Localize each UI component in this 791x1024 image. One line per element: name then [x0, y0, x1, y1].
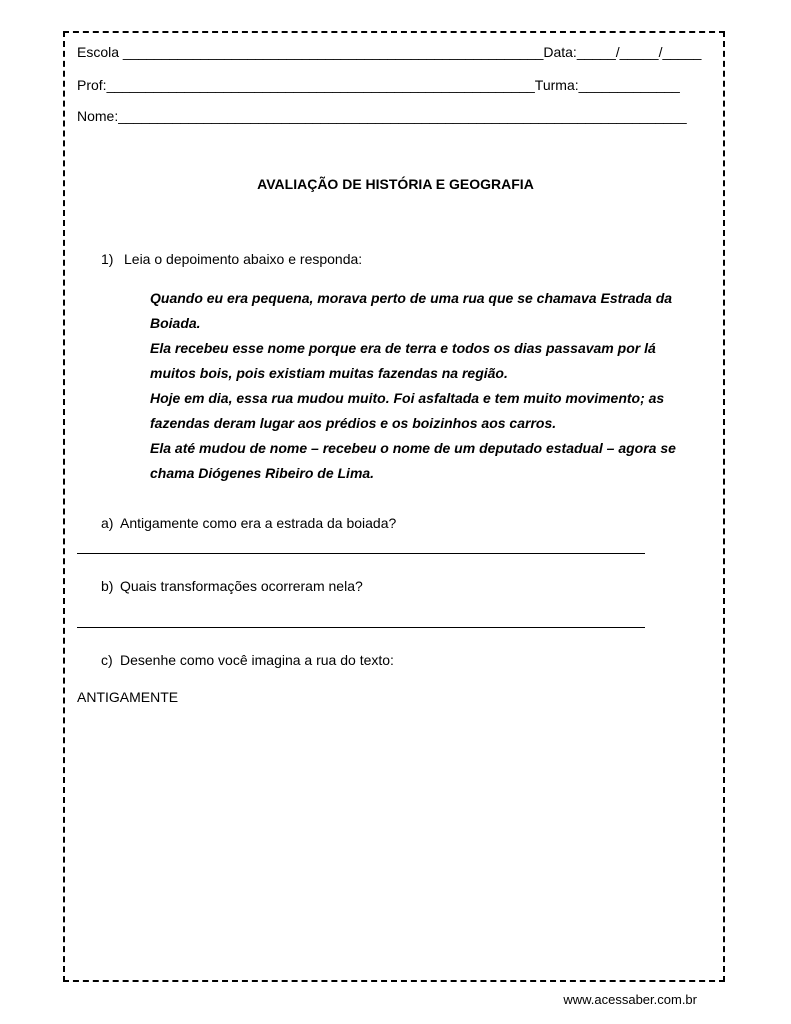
testimony-block	[117, 286, 687, 486]
testimony-paragraph: Hoje em dia, essa rua mudou muito. Foi asfaltada e tem muito movimento; as fazendas deram lugar aos prédios e os boizinhos aos carros.	[150, 390, 665, 431]
item-b-label: b)	[101, 578, 114, 594]
item-b-text: Quais transformações ocorreram nela?	[120, 578, 363, 594]
drawing-area[interactable]	[77, 712, 707, 967]
testimony-paragraph: Ela recebeu esse nome porque era de terra e todos os dias passavam por lá muitos bois, pois existiam muitas fazendas na região.	[150, 340, 656, 381]
item-c-label: c)	[101, 652, 113, 668]
answer-line-b[interactable]	[77, 627, 645, 628]
school-field[interactable]: Escola ______________________________________________________Data:_____/_____/_____	[77, 44, 702, 60]
teacher-field[interactable]: Prof:_______________________________________________________Turma:_____________	[77, 77, 680, 93]
answer-line-a[interactable]	[77, 553, 645, 554]
question-1-number: 1)	[101, 251, 114, 267]
testimony-paragraph: Ela até mudou de nome – recebeu o nome de um deputado estadual – agora se chama Diógenes Ribeiro de Lima.	[150, 440, 676, 481]
testimony-paragraph: Quando eu era pequena, morava perto de uma rua que se chamava Estrada da Boiada.	[150, 290, 673, 331]
page-title: AVALIAÇÃO DE HISTÓRIA E GEOGRAFIA	[257, 176, 534, 192]
question-1-prompt: Leia o depoimento abaixo e responda:	[124, 251, 363, 267]
item-a-text: Antigamente como era a estrada da boiada?	[120, 515, 397, 531]
drawing-label: ANTIGAMENTE	[77, 689, 179, 705]
name-field[interactable]: Nome:_________________________________________________________________________	[77, 108, 687, 124]
item-c-text: Desenhe como você imagina a rua do texto:	[120, 652, 394, 668]
footer-website: www.acessaber.com.br	[563, 992, 697, 1007]
item-a-label: a)	[101, 515, 114, 531]
